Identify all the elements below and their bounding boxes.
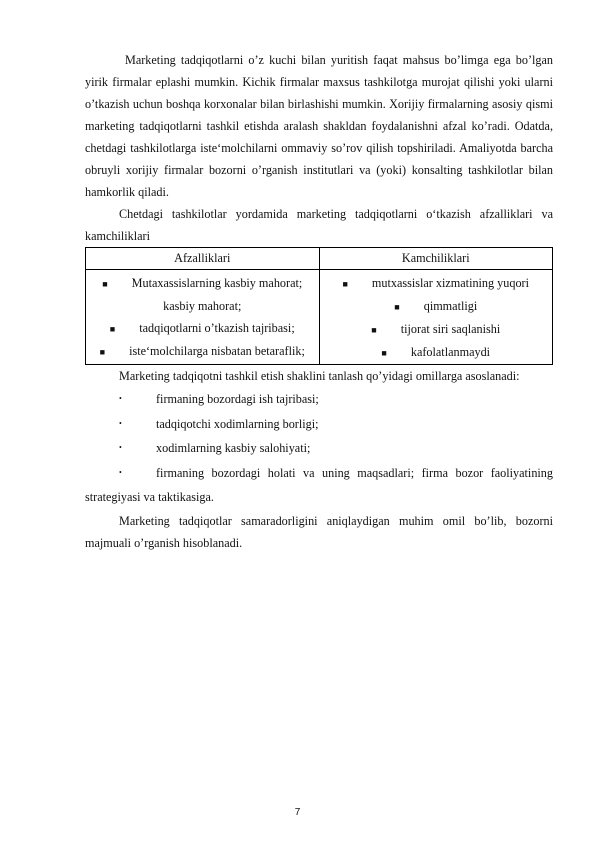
square-bullet-icon: ■ xyxy=(109,324,116,334)
paragraph-intro: Marketing tadqiqotlarni o’z kuchi bilan yuritish faqat mahsus bo’limga ega bo’lgan yirik firmalar eplashi mumkin. Kichik firmalar maxsus tashkilotga murojat qilishi yoki ularni o’tkazish uchun boshqa korxonalar bilan birlashishi mumkin. Xorijiy firmalarning asosiy qismi marketing tadqiqotlarni tashkil etishda aralash shakldan foydalanishni afzal ko’radi. Odatda, chetdagi tashkilotlarga iste‘molchilarni ommaviy so’rov qilish topshiriladi. Amaliyotda barcha obruyli xorijiy firmalar bozorni o’rganish institutlari va (yoki) konsalting tashkilotlar bilan hamkorlik qiladi. xyxy=(85,53,553,199)
bullet-icon: • xyxy=(119,443,122,452)
list-item: ■ mutxassislar xizmatining yuqori xyxy=(342,276,529,290)
list-item: ■ tadqiqotlarni o’tkazish tajribasi; xyxy=(109,321,295,335)
square-bullet-icon: ■ xyxy=(381,348,387,358)
bullet-icon: • xyxy=(119,467,122,477)
square-bullet-icon: ■ xyxy=(371,325,377,335)
list-item: ■ tijorat siri saqlanishi xyxy=(371,322,501,336)
disadvantages-cell xyxy=(319,270,553,365)
list-item: ■ kafolatlanmaydi xyxy=(381,345,491,359)
list-item: • firmaning bozordagi ish tajribasi; xyxy=(85,387,553,412)
factors-list xyxy=(85,387,553,461)
list-item: ■ Mutaxassislarning kasbiy mahorat; kasbiy mahorat; xyxy=(102,276,303,313)
bullet-icon: • xyxy=(119,394,122,403)
paragraph-table-caption: Chetdagi tashkilotlar yordamida marketing tadqiqotlarni o‘tkazish afzalliklari va kamchiliklari xyxy=(85,207,553,243)
document-page xyxy=(85,49,553,554)
table-row xyxy=(86,270,553,365)
list-item: ■ qimmatligi xyxy=(394,299,478,313)
advantages-cell xyxy=(86,270,320,365)
table-header-advantages: Afzalliklari xyxy=(86,248,320,270)
square-bullet-icon: ■ xyxy=(394,302,400,312)
square-bullet-icon: ■ xyxy=(342,279,348,289)
page-number: 7 xyxy=(294,807,301,818)
square-bullet-icon: ■ xyxy=(102,279,108,289)
bullet-icon: • xyxy=(119,418,122,428)
list-item: • xodimlarning kasbiy salohiyati; xyxy=(85,436,553,461)
paragraph-factors: Marketing tadqiqotni tashkil etish shaklini tanlash qo’yidagi omillarga asoslanadi: xyxy=(119,369,520,383)
table-header-row xyxy=(86,248,553,270)
table-header-disadvantages: Kamchiliklari xyxy=(319,248,553,270)
list-item-last: • firmaning bozordagi holati va uning maqsadlari; firma bozor faoliyatining strategiyasi va taktikasiga. xyxy=(85,461,553,510)
advantages-table xyxy=(85,247,553,365)
square-bullet-icon: ■ xyxy=(99,347,106,357)
paragraph-conclusion: Marketing tadqiqotlar samaradorligini aniqlaydigan muhim omil bo’lib, bozorni majmuali o’rganish hisoblanadi. xyxy=(85,513,553,550)
list-item: • tadqiqotchi xodimlarning borligi; xyxy=(85,412,553,437)
list-item: ■ iste‘molchilarga nisbatan betaraflik; xyxy=(99,344,305,358)
